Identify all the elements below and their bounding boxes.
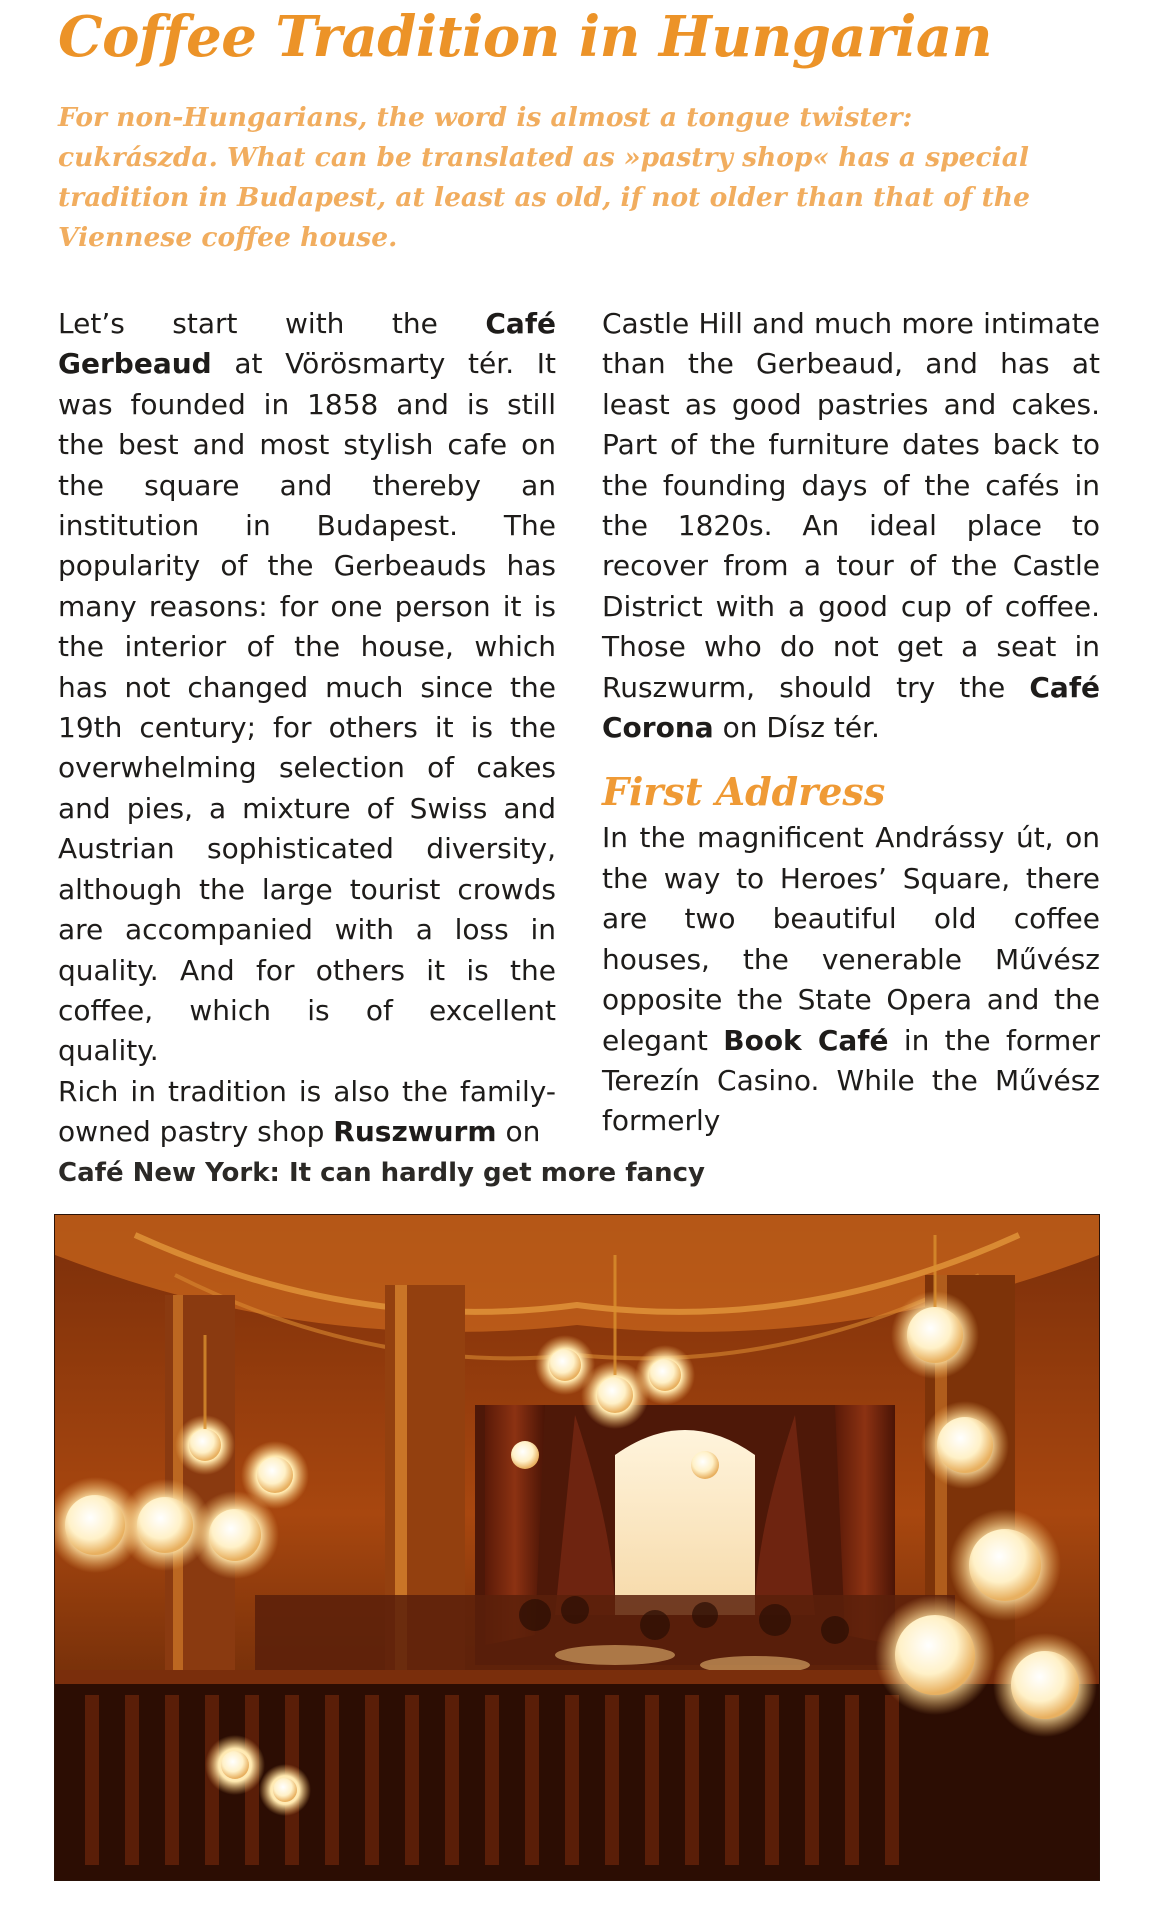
cafe-corona-name: Café Corona	[602, 670, 1100, 745]
cafe-interior-illustration	[55, 1215, 1099, 1880]
book-cafe-name: Book Café	[723, 1023, 889, 1057]
ruszwurm-name: Ruszwurm	[333, 1115, 497, 1149]
right-p1-text-c: on Dísz tér.	[713, 711, 880, 745]
right-p2-text-a: In the magnificent Andrássy út, on the way to Heroes’ Square, there are two beautiful old coffee houses, the venerable Művész opposite the State Opera and the elegant	[602, 821, 1100, 1057]
cafe-gerbeaud-name: Café Gerbeaud	[58, 307, 556, 381]
left-p1-text-a: Let’s start with the	[58, 307, 486, 340]
right-column	[602, 304, 1100, 1142]
left-p2-text-c: on	[496, 1115, 541, 1149]
left-column	[58, 304, 556, 1153]
left-paragraph-1	[58, 304, 556, 1072]
first-address-heading: First Address	[602, 769, 886, 815]
left-p2-text-a: Rich in tradition is also the family-owned pastry shop	[58, 1074, 556, 1149]
left-p1-text-c: at Vörösmarty tér. It was founded in 1858 and is still the best and most stylish cafe on the square and thereby an institution in Budapest. The popularity of the Gerbeauds has many reasons: for one person it is the interior of the house, which has not changed much since the 19th century; for others it is the overwhelming selection of cakes and pies, a mixture of Swiss and Austrian sophisticated diversity, although the large tourist crowds are accompanied with a loss in quality. And for others it is the coffee, which is of excellent quality.	[58, 347, 556, 1068]
left-paragraph-2	[58, 1072, 556, 1153]
right-paragraph-1	[602, 304, 1100, 748]
cafe-interior-photo	[54, 1214, 1100, 1881]
article-title: Coffee Tradition in Hungarian	[58, 4, 992, 70]
right-p1-text-a: Castle Hill and much more intimate than the Gerbeaud, and has at least as good pastries and cakes. Part of the furniture dates back to the founding days of the cafés in the 1820s. An ideal place to recover from a tour of the Castle District with a good cup of coffee. Those who do not get a seat in Ruszwurm, should try the	[602, 307, 1100, 704]
right-p2-text-c: in the former Terezín Casino. While the Művész formerly	[602, 1023, 1100, 1138]
article-lead: For non-Hungarians, the word is almost a tongue twister: cukrászda. What can be translated as »pastry shop« has a special tradition in Budapest, at least as old, if not older than that of the Viennese coffee house.	[58, 102, 1030, 253]
photo-caption: Café New York: It can hardly get more fancy	[58, 1158, 705, 1188]
right-paragraph-2	[602, 818, 1100, 1141]
